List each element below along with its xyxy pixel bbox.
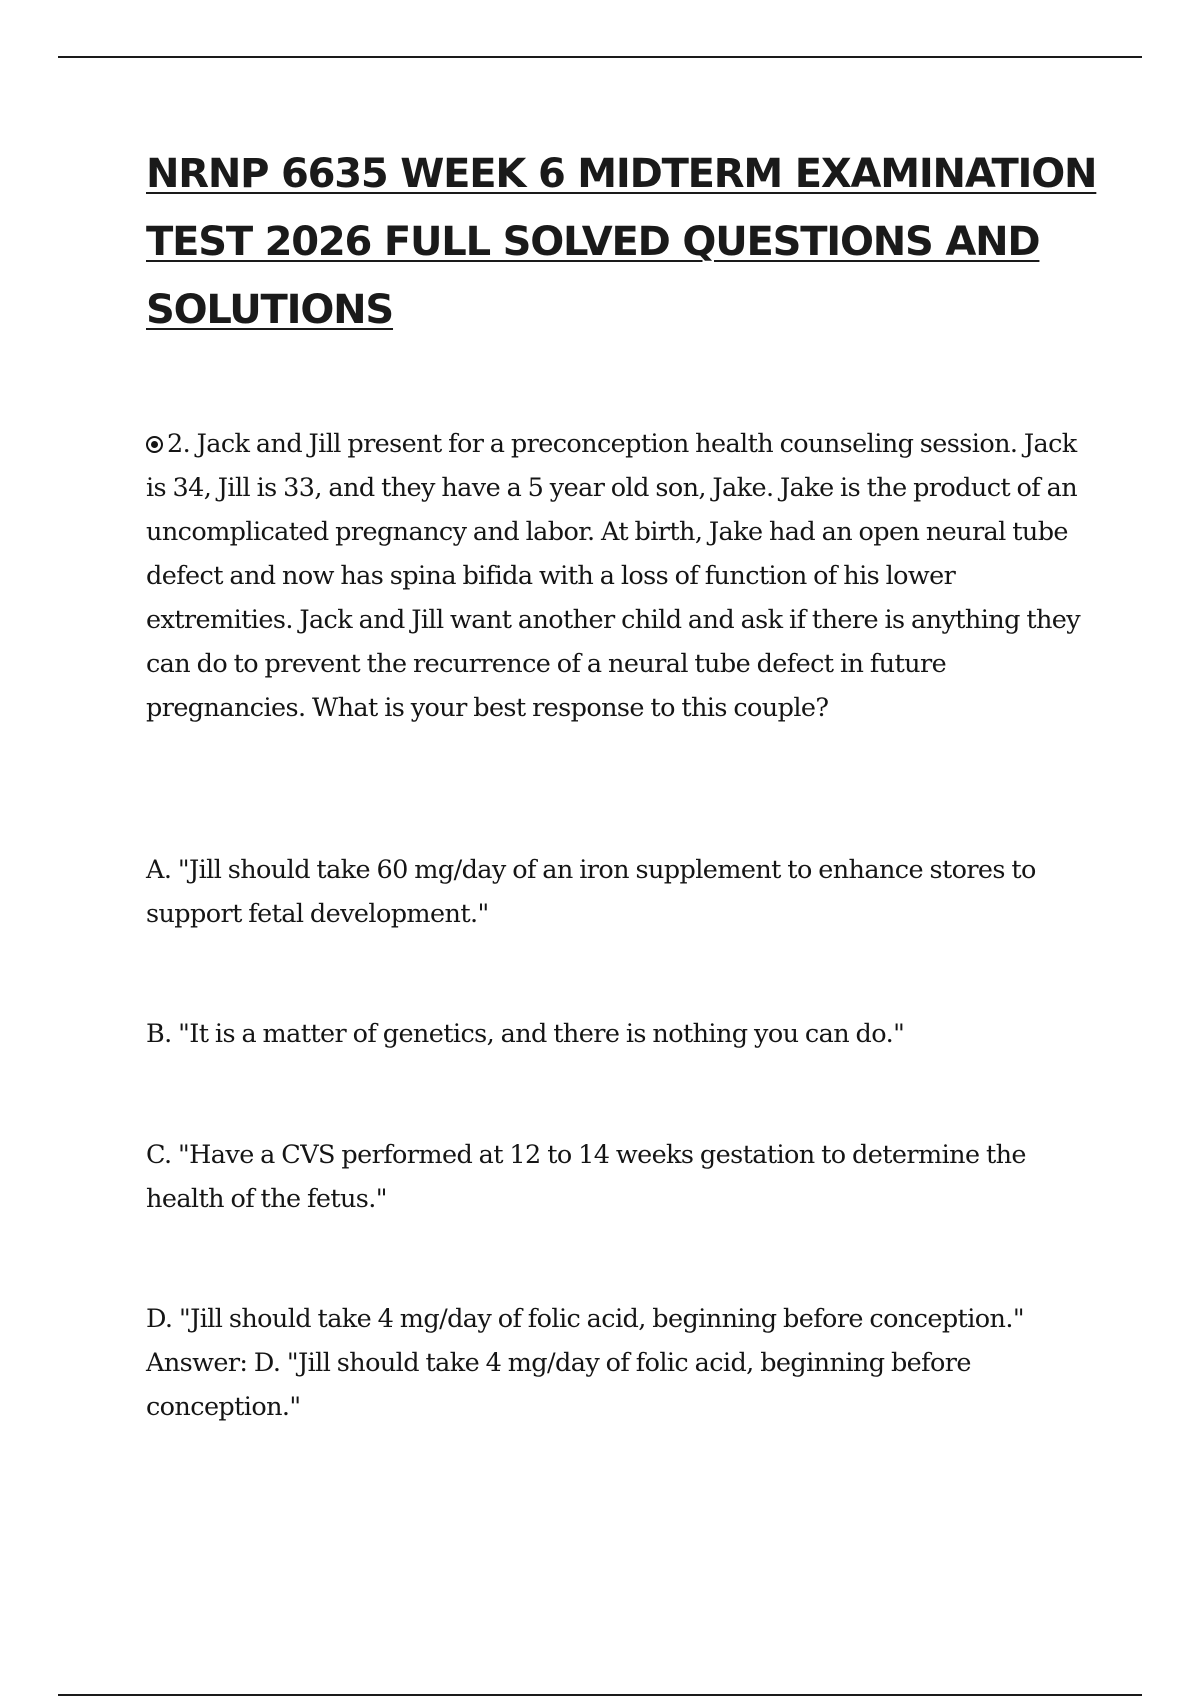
option-c: C. "Have a CVS performed at 12 to 14 weeks gestation to determine the health of the fetus." (146, 1140, 1026, 1214)
top-divider (58, 56, 1142, 58)
document-title: NRNP 6635 WEEK 6 MIDTERM EXAMINATION TEST 2026 FULL SOLVED QUESTIONS AND SOLUTIONS (146, 151, 1097, 333)
question-text: 2. Jack and Jill present for a preconception health counseling session. Jack is 34, Jill is 33, and they have a 5 year old son, Jake. Jake is the product of an uncomplicated pregnancy and labor. At birth, Jake had an open neural tube defect and now has spina bifida with a loss of function of his lower extremities. Jack and Jill want another child and ask if there is anything they can do to prevent the recurrence of a neural tube defect in future pregnancies. What is your best response to this couple? (146, 429, 1081, 723)
question-paragraph (146, 422, 1086, 730)
option-a: A. "Jill should take 60 mg/day of an iron supplement to enhance stores to support fetal development." (146, 855, 1036, 929)
bottom-divider (58, 1694, 1142, 1696)
option-d-with-answer: D. "Jill should take 4 mg/day of folic acid, beginning before conception." Answer: D. "Jill should take 4 mg/day of folic acid, beginning before conception." (146, 1304, 1024, 1422)
radio-filled-icon (146, 436, 163, 453)
option-b: B. "It is a matter of genetics, and there is nothing you can do." (146, 1019, 905, 1049)
